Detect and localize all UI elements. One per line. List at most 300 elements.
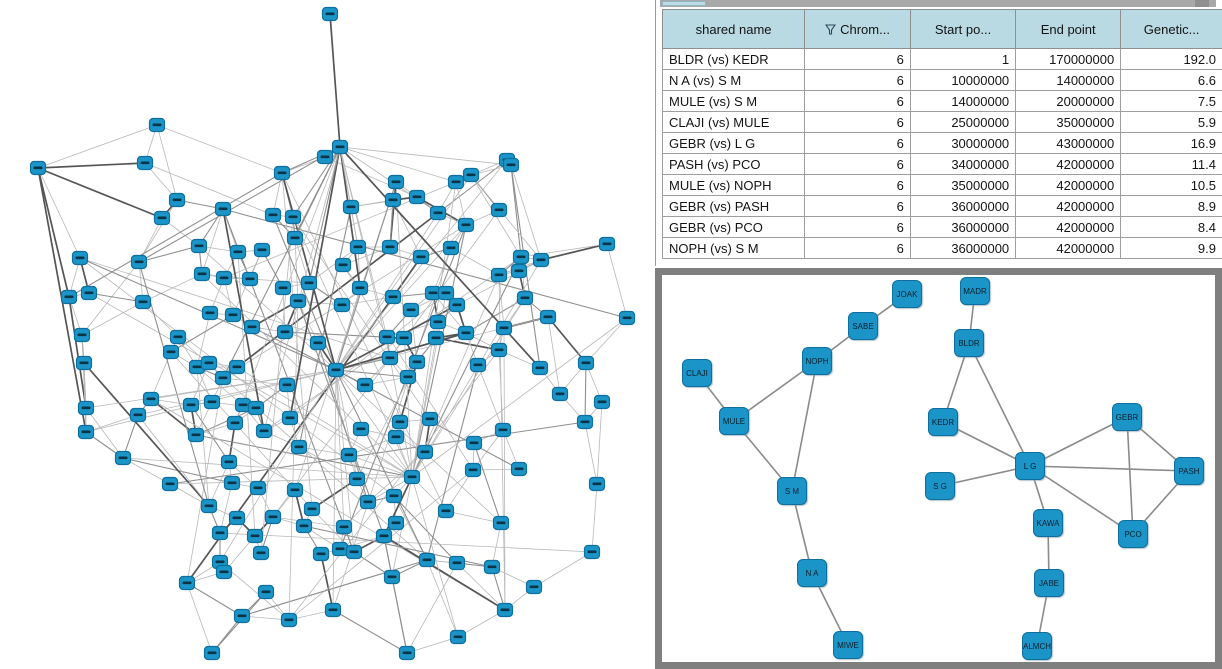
node-label bbox=[291, 489, 300, 492]
network-node[interactable] bbox=[291, 295, 306, 308]
network-node[interactable] bbox=[213, 527, 228, 540]
network-node[interactable] bbox=[155, 212, 170, 225]
network-node[interactable] bbox=[449, 176, 464, 189]
network-node[interactable] bbox=[132, 256, 147, 269]
network-node[interactable] bbox=[471, 359, 486, 372]
node-label bbox=[251, 535, 260, 538]
network-node[interactable] bbox=[77, 357, 92, 370]
network-node[interactable] bbox=[216, 372, 231, 385]
network-node-bldr[interactable] bbox=[954, 329, 984, 357]
node-label bbox=[283, 384, 292, 387]
network-node[interactable] bbox=[400, 647, 415, 660]
network-node[interactable] bbox=[492, 269, 507, 282]
table-cell[interactable]: 14000000 bbox=[910, 91, 1015, 112]
node-label bbox=[246, 278, 255, 281]
table-cell[interactable]: 16.9 bbox=[1121, 133, 1222, 154]
network-node[interactable] bbox=[439, 505, 454, 518]
network-node[interactable] bbox=[203, 307, 218, 320]
network-node[interactable] bbox=[314, 548, 329, 561]
network-node[interactable] bbox=[401, 371, 416, 384]
table-cell[interactable]: 42000000 bbox=[1016, 154, 1121, 175]
network-node[interactable] bbox=[377, 530, 392, 543]
network-node[interactable] bbox=[297, 520, 312, 533]
table-cell[interactable]: 11.4 bbox=[1121, 154, 1222, 175]
node-label bbox=[208, 652, 217, 655]
network-node[interactable] bbox=[387, 490, 402, 503]
network-node[interactable] bbox=[494, 517, 509, 530]
table-cell[interactable]: 36000000 bbox=[910, 238, 1015, 259]
table-cell[interactable]: 9.9 bbox=[1121, 238, 1222, 259]
network-node[interactable] bbox=[512, 463, 527, 476]
network-node[interactable] bbox=[414, 251, 429, 264]
table-cell[interactable]: 6 bbox=[805, 175, 911, 196]
network-node[interactable] bbox=[389, 431, 404, 444]
network-node[interactable] bbox=[333, 141, 348, 154]
network-node-almch[interactable] bbox=[1022, 632, 1052, 660]
table-cell[interactable]: 36000000 bbox=[910, 217, 1015, 238]
table-cell[interactable]: GEBR (vs) PASH bbox=[663, 196, 805, 217]
network-node[interactable] bbox=[450, 299, 465, 312]
node-label bbox=[462, 224, 471, 227]
node-label bbox=[380, 535, 389, 538]
network-node[interactable] bbox=[257, 425, 272, 438]
table-row[interactable] bbox=[663, 217, 1222, 238]
node-label: GEBR bbox=[1115, 412, 1139, 422]
network-node[interactable] bbox=[514, 251, 529, 264]
network-node[interactable] bbox=[217, 566, 232, 579]
table-cell[interactable]: 6 bbox=[805, 70, 911, 91]
network-node[interactable] bbox=[205, 396, 220, 409]
network-node[interactable] bbox=[217, 272, 232, 285]
network-node[interactable] bbox=[354, 423, 369, 436]
table-cell[interactable]: 43000000 bbox=[1016, 133, 1121, 154]
network-node[interactable] bbox=[353, 282, 368, 295]
network-node-s-m[interactable] bbox=[777, 477, 807, 505]
network-node[interactable] bbox=[82, 287, 97, 300]
network-node[interactable] bbox=[225, 477, 240, 490]
table-row[interactable] bbox=[663, 133, 1222, 154]
table-cell[interactable]: NOPH (vs) S M bbox=[663, 238, 805, 259]
network-edge bbox=[321, 554, 333, 610]
network-node[interactable] bbox=[429, 332, 444, 345]
column-header-label: Genetic... bbox=[1143, 21, 1200, 37]
node-label bbox=[469, 469, 478, 472]
network-node[interactable] bbox=[444, 242, 459, 255]
table-row[interactable] bbox=[663, 238, 1222, 259]
network-node[interactable] bbox=[189, 429, 204, 442]
network-node-mule[interactable] bbox=[719, 407, 749, 435]
node-label bbox=[82, 407, 91, 410]
network-node[interactable] bbox=[180, 577, 195, 590]
column-header-label: End point bbox=[1040, 21, 1096, 37]
network-node[interactable] bbox=[266, 209, 281, 222]
table-row[interactable] bbox=[663, 70, 1222, 91]
network-node[interactable] bbox=[389, 517, 404, 530]
column-header-label: Chrom... bbox=[840, 21, 890, 37]
network-edge bbox=[330, 14, 340, 147]
node-label bbox=[321, 156, 330, 159]
network-node[interactable] bbox=[222, 456, 237, 469]
table-cell[interactable]: 35000000 bbox=[1016, 112, 1121, 133]
table-cell[interactable]: 42000000 bbox=[1016, 175, 1121, 196]
network-node[interactable] bbox=[31, 162, 46, 175]
table-cell[interactable]: 10000000 bbox=[910, 70, 1015, 91]
network-node-gebr[interactable] bbox=[1112, 403, 1142, 431]
network-node[interactable] bbox=[216, 203, 231, 216]
table-cell[interactable]: 6.6 bbox=[1121, 70, 1222, 91]
network-node[interactable] bbox=[431, 316, 446, 329]
network-edge bbox=[340, 147, 358, 247]
network-node[interactable] bbox=[202, 357, 217, 370]
table-cell[interactable]: 14000000 bbox=[1016, 70, 1121, 91]
network-node[interactable] bbox=[512, 265, 527, 278]
table-row[interactable] bbox=[663, 91, 1222, 112]
node-label bbox=[407, 309, 416, 312]
network-node[interactable] bbox=[337, 521, 352, 534]
network-node[interactable] bbox=[136, 296, 151, 309]
table-cell[interactable]: MULE (vs) NOPH bbox=[663, 175, 805, 196]
network-node[interactable] bbox=[351, 241, 366, 254]
node-label bbox=[544, 316, 553, 319]
network-node-madr[interactable] bbox=[960, 277, 990, 305]
network-node[interactable] bbox=[497, 322, 512, 335]
node-label: MULE bbox=[722, 416, 746, 426]
network-node[interactable] bbox=[527, 581, 542, 594]
network-node[interactable] bbox=[248, 530, 263, 543]
network-node[interactable] bbox=[335, 299, 350, 312]
network-node[interactable] bbox=[595, 396, 610, 409]
network-node-noph[interactable] bbox=[802, 347, 832, 375]
network-node[interactable] bbox=[259, 586, 274, 599]
network-node[interactable] bbox=[228, 417, 243, 430]
network-edge bbox=[541, 244, 607, 260]
table-row[interactable] bbox=[663, 175, 1222, 196]
node-label bbox=[216, 561, 225, 564]
node-label bbox=[356, 287, 365, 290]
network-edge bbox=[597, 402, 602, 484]
network-node[interactable] bbox=[336, 259, 351, 272]
table-cell[interactable]: 36000000 bbox=[910, 196, 1015, 217]
network-node[interactable] bbox=[318, 151, 333, 164]
network-node[interactable] bbox=[311, 337, 326, 350]
node-label bbox=[269, 516, 278, 519]
network-node[interactable] bbox=[184, 399, 199, 412]
network-node-pco[interactable] bbox=[1118, 520, 1148, 548]
table-cell[interactable]: 25000000 bbox=[910, 112, 1015, 133]
network-node[interactable] bbox=[326, 604, 341, 617]
table-cell[interactable]: 35000000 bbox=[910, 175, 1015, 196]
node-label bbox=[432, 337, 441, 340]
network-node[interactable] bbox=[164, 346, 179, 359]
column-header-1[interactable] bbox=[805, 10, 911, 49]
network-node[interactable] bbox=[205, 647, 220, 660]
network-node[interactable] bbox=[230, 512, 245, 525]
table-cell[interactable]: 42000000 bbox=[1016, 238, 1121, 259]
table-cell[interactable]: N A (vs) S M bbox=[663, 70, 805, 91]
node-label bbox=[603, 243, 612, 246]
network-node[interactable] bbox=[496, 424, 511, 437]
table-cell[interactable]: 6 bbox=[805, 112, 911, 133]
network-node[interactable] bbox=[410, 191, 425, 204]
network-node[interactable] bbox=[423, 413, 438, 426]
network-node[interactable] bbox=[361, 496, 376, 509]
network-node[interactable] bbox=[418, 446, 433, 459]
table-cell[interactable]: GEBR (vs) L G bbox=[663, 133, 805, 154]
column-header-label: Start po... bbox=[934, 21, 992, 37]
node-label: L G bbox=[1023, 461, 1037, 471]
scrollbar-thumb[interactable] bbox=[662, 1, 706, 6]
table-row[interactable] bbox=[663, 154, 1222, 175]
network-node[interactable] bbox=[329, 364, 344, 377]
network-node[interactable] bbox=[578, 416, 593, 429]
table-cell[interactable]: 1 bbox=[910, 49, 1015, 70]
table-cell[interactable]: 6 bbox=[805, 238, 911, 259]
table-cell[interactable]: 7.5 bbox=[1121, 91, 1222, 112]
network-node[interactable] bbox=[163, 478, 178, 491]
small-network-panel[interactable] bbox=[655, 268, 1222, 669]
network-edge bbox=[38, 168, 69, 297]
network-edge bbox=[586, 318, 627, 363]
table-cell[interactable]: 20000000 bbox=[1016, 91, 1121, 112]
table-horizontal-scrollbar[interactable] bbox=[660, 0, 1216, 7]
network-node-jabe[interactable] bbox=[1034, 569, 1064, 597]
table-cell[interactable]: 6 bbox=[805, 196, 911, 217]
network-node[interactable] bbox=[590, 478, 605, 491]
network-node-joak[interactable] bbox=[892, 280, 922, 308]
network-node[interactable] bbox=[498, 604, 513, 617]
network-node[interactable] bbox=[278, 326, 293, 339]
network-node[interactable] bbox=[464, 169, 479, 182]
network-node-kawa[interactable] bbox=[1033, 509, 1063, 537]
table-cell[interactable]: 8.9 bbox=[1121, 196, 1222, 217]
network-node[interactable] bbox=[459, 219, 474, 232]
table-cell[interactable]: 42000000 bbox=[1016, 196, 1121, 217]
table-cell[interactable]: 10.5 bbox=[1121, 175, 1222, 196]
network-edge bbox=[187, 583, 212, 653]
node-label: NOPH bbox=[805, 356, 829, 366]
network-node[interactable] bbox=[79, 402, 94, 415]
table-cell[interactable]: 8.4 bbox=[1121, 217, 1222, 238]
network-node-s-g[interactable] bbox=[925, 472, 955, 500]
column-header-2[interactable] bbox=[910, 10, 1015, 49]
table-cell[interactable]: BLDR (vs) KEDR bbox=[663, 49, 805, 70]
network-node[interactable] bbox=[192, 240, 207, 253]
network-node[interactable] bbox=[226, 309, 241, 322]
table-row[interactable] bbox=[663, 196, 1222, 217]
network-node[interactable] bbox=[466, 464, 481, 477]
network-node[interactable] bbox=[342, 449, 357, 462]
network-node-l-g[interactable] bbox=[1015, 452, 1045, 480]
table-cell[interactable]: 170000000 bbox=[1016, 49, 1121, 70]
network-node[interactable] bbox=[467, 437, 482, 450]
table-cell[interactable]: 192.0 bbox=[1121, 49, 1222, 70]
scrollbar-corner[interactable] bbox=[1195, 0, 1209, 7]
network-node[interactable] bbox=[389, 176, 404, 189]
network-node[interactable] bbox=[405, 471, 420, 484]
network-node[interactable] bbox=[397, 332, 412, 345]
network-node[interactable] bbox=[600, 238, 615, 251]
network-node[interactable] bbox=[323, 8, 338, 21]
column-header-4[interactable] bbox=[1121, 10, 1222, 49]
node-label bbox=[515, 270, 524, 273]
node-label bbox=[582, 362, 591, 365]
network-node[interactable] bbox=[235, 610, 250, 623]
network-node[interactable] bbox=[144, 393, 159, 406]
node-label bbox=[153, 124, 162, 127]
network-node[interactable] bbox=[276, 282, 291, 295]
network-node[interactable] bbox=[380, 331, 395, 344]
network-node[interactable] bbox=[75, 329, 90, 342]
network-node[interactable] bbox=[138, 157, 153, 170]
network-node[interactable] bbox=[79, 426, 94, 439]
network-node[interactable] bbox=[280, 379, 295, 392]
table-cell[interactable]: 6 bbox=[805, 154, 911, 175]
network-node[interactable] bbox=[393, 416, 408, 429]
network-node[interactable] bbox=[255, 244, 270, 257]
network-node[interactable] bbox=[150, 119, 165, 132]
network-node[interactable] bbox=[431, 207, 446, 220]
network-node[interactable] bbox=[195, 268, 210, 281]
network-node[interactable] bbox=[533, 362, 548, 375]
network-node[interactable] bbox=[266, 511, 281, 524]
network-node[interactable] bbox=[282, 614, 297, 627]
network-node[interactable] bbox=[73, 252, 88, 265]
table-cell[interactable]: 6 bbox=[805, 91, 911, 112]
network-node[interactable] bbox=[383, 241, 398, 254]
network-node[interactable] bbox=[286, 211, 301, 224]
node-label bbox=[536, 367, 545, 370]
table-cell[interactable]: 6 bbox=[805, 217, 911, 238]
node-label bbox=[80, 362, 89, 365]
network-node[interactable] bbox=[249, 402, 264, 415]
table-cell[interactable]: PASH (vs) PCO bbox=[663, 154, 805, 175]
network-node[interactable] bbox=[450, 557, 465, 570]
table-cell[interactable]: CLAJI (vs) MULE bbox=[663, 112, 805, 133]
node-label bbox=[442, 510, 451, 513]
network-node[interactable] bbox=[305, 503, 320, 516]
network-node[interactable] bbox=[385, 571, 400, 584]
network-node[interactable] bbox=[333, 543, 348, 556]
network-node[interactable] bbox=[620, 312, 635, 325]
network-node[interactable] bbox=[383, 352, 398, 365]
network-node[interactable] bbox=[347, 546, 362, 559]
network-node[interactable] bbox=[350, 473, 365, 486]
table-cell[interactable]: 42000000 bbox=[1016, 217, 1121, 238]
node-label bbox=[396, 421, 405, 424]
table-cell[interactable]: 5.9 bbox=[1121, 112, 1222, 133]
filter-icon[interactable] bbox=[825, 24, 836, 35]
network-node[interactable] bbox=[358, 379, 373, 392]
network-node[interactable] bbox=[579, 357, 594, 370]
network-node[interactable] bbox=[485, 561, 500, 574]
network-node[interactable] bbox=[170, 194, 185, 207]
column-header-label: shared name bbox=[695, 21, 772, 37]
network-node[interactable] bbox=[439, 287, 454, 300]
network-node[interactable] bbox=[302, 277, 317, 290]
table-row[interactable] bbox=[663, 49, 1222, 70]
column-header-0[interactable] bbox=[663, 10, 805, 49]
network-node[interactable] bbox=[243, 273, 258, 286]
network-node-sabe[interactable] bbox=[848, 312, 878, 340]
network-node[interactable] bbox=[344, 201, 359, 214]
network-node-kedr[interactable] bbox=[928, 408, 958, 436]
network-node[interactable] bbox=[492, 204, 507, 217]
network-node[interactable] bbox=[518, 292, 533, 305]
column-header-3[interactable] bbox=[1016, 10, 1121, 49]
table-cell[interactable]: GEBR (vs) PCO bbox=[663, 217, 805, 238]
node-label bbox=[499, 429, 508, 432]
network-node[interactable] bbox=[534, 254, 549, 267]
network-node[interactable] bbox=[404, 304, 419, 317]
network-node[interactable] bbox=[292, 441, 307, 454]
network-node[interactable] bbox=[283, 412, 298, 425]
network-node[interactable] bbox=[202, 500, 217, 513]
network-node[interactable] bbox=[230, 361, 245, 374]
network-node[interactable] bbox=[288, 232, 303, 245]
network-node[interactable] bbox=[116, 452, 131, 465]
node-label bbox=[389, 296, 398, 299]
node-label bbox=[388, 576, 397, 579]
node-label bbox=[208, 401, 217, 404]
network-node[interactable] bbox=[131, 409, 146, 422]
network-node-claji[interactable] bbox=[682, 359, 712, 387]
network-node[interactable] bbox=[492, 344, 507, 357]
network-node[interactable] bbox=[251, 482, 266, 495]
network-node-n-a[interactable] bbox=[797, 559, 827, 587]
network-node[interactable] bbox=[231, 246, 246, 259]
node-label bbox=[423, 559, 432, 562]
node-label bbox=[158, 217, 167, 220]
network-node[interactable] bbox=[62, 291, 77, 304]
network-node[interactable] bbox=[275, 167, 290, 180]
node-label bbox=[193, 366, 202, 369]
node-label bbox=[434, 212, 443, 215]
table-cell[interactable]: 6 bbox=[805, 133, 911, 154]
node-label bbox=[229, 314, 238, 317]
network-node[interactable] bbox=[171, 331, 186, 344]
network-node[interactable] bbox=[288, 484, 303, 497]
network-node[interactable] bbox=[553, 388, 568, 401]
node-label bbox=[195, 245, 204, 248]
node-label bbox=[205, 505, 214, 508]
network-node-pash[interactable] bbox=[1174, 457, 1204, 485]
network-node[interactable] bbox=[504, 159, 519, 172]
table-cell[interactable]: 30000000 bbox=[910, 133, 1015, 154]
node-label bbox=[350, 551, 359, 554]
network-node-miwe[interactable] bbox=[833, 631, 863, 659]
network-node[interactable] bbox=[254, 547, 269, 560]
node-label bbox=[537, 259, 546, 262]
network-node[interactable] bbox=[541, 311, 556, 324]
network-node[interactable] bbox=[386, 291, 401, 304]
table-cell[interactable]: MULE (vs) S M bbox=[663, 91, 805, 112]
network-node[interactable] bbox=[420, 554, 435, 567]
table-cell[interactable]: 6 bbox=[805, 49, 911, 70]
table-row[interactable] bbox=[663, 112, 1222, 133]
node-label: PCO bbox=[1124, 529, 1142, 539]
network-node[interactable] bbox=[386, 194, 401, 207]
network-node[interactable] bbox=[451, 631, 466, 644]
network-node[interactable] bbox=[410, 356, 425, 369]
network-node[interactable] bbox=[585, 546, 600, 559]
table-cell[interactable]: 34000000 bbox=[910, 154, 1015, 175]
network-node[interactable] bbox=[459, 327, 474, 340]
network-node[interactable] bbox=[245, 321, 260, 334]
node-label bbox=[238, 615, 247, 618]
node-label: SABE bbox=[852, 321, 874, 331]
node-label bbox=[198, 273, 207, 276]
node-label bbox=[326, 13, 335, 16]
